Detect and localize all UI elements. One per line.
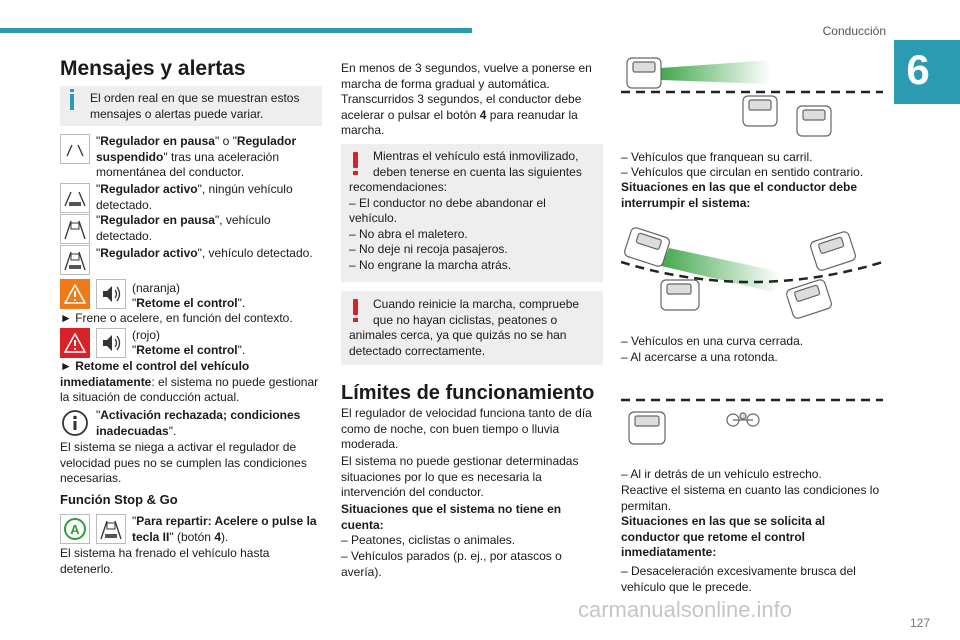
watermark: carmanualsonline.info [578,597,793,622]
warning-note-2 [341,291,603,365]
warning-2-line-4: detectado correctamente. [349,343,486,358]
diagram-curve [621,222,883,326]
speaker-icon [96,328,126,358]
message-8-detail: El sistema ha frenado el vehículo hasta detenerlo. [60,546,270,576]
limits-paragraph-1: El regulador de velocidad funciona tanto de día como de noche, con buen tiempo o lluvia moderada. [341,406,592,451]
reactivate-paragraph: Reactive el sistema en cuanto las condiciones lo permitan. [621,483,880,513]
page-number: 127 [909,616,930,630]
diagram-cut-in [621,50,883,142]
limits-list-1: – Peatones, ciclistas o animales. [341,533,516,547]
warning-1-line-2: deben tenerse en cuenta las siguientes [373,164,582,179]
exclamation-icon [353,152,358,168]
chapter-number: 6 [906,46,930,93]
warning-1-line-1: Mientras el vehículo está inmovilizado, [373,149,579,163]
stop-go-icon [60,514,90,544]
warning-note-1 [341,144,603,282]
speaker-icon [96,279,126,309]
message-2: "Regulador activo", ningún vehículo detectado. [96,182,293,212]
interrupt-heading: Situaciones en las que el conductor debe interrumpir el sistema: [621,180,858,210]
narrow-list-1: – Al ir detrás de un vehículo estrecho. [621,467,822,481]
message-7: "Activación rechazada; condiciones inadecuadas". [96,408,301,438]
chapter-tab [894,40,960,104]
message-1: "Regulador en pausa" o "Regulador suspendido" tras una aceleración momentánea del conductor. [96,134,297,179]
regulator-active-icon [60,183,90,213]
section-title: Conducción [822,24,886,38]
takeover-heading: Situaciones en las que se solicita al conductor que retome el control inmediatamente: [621,514,826,559]
message-8: "Para repartir: Acelere o pulse la tecla II" (botón 4). [132,514,317,544]
limits-paragraph-2: El sistema no puede gestionar determinadas situaciones por lo que es necesaria la intervención del conductor. [341,454,579,499]
info-text: El orden real en que se muestran estos mensajes o alertas puede variar. [90,91,300,121]
section-heading-limits: Límites de funcionamiento [341,382,595,404]
message-5-action: ► Frene o acelere, en función del contexto. [60,311,293,325]
red-warning-icon [60,328,90,358]
restart-paragraph: En menos de 3 segundos, vuelve a ponerse en marcha de forma gradual y automática. Transcurridos 3 segundos, el conductor debe acelerar o pulsar el botón 4 para reanudar la marcha. [341,61,592,137]
exclamation-icon [353,299,358,315]
message-5: "Retome el control". [132,296,246,310]
lane-pause-icon [60,134,90,164]
message-5-color: (naranja) [132,281,181,295]
cut-in-list-2: – Vehículos que circulan en sentido contrario. [621,165,864,179]
info-icon [70,94,74,110]
warning-2-line-2: que no hayan ciclistas, peatones o [373,312,558,327]
section-heading-messages: Mensajes y alertas [60,57,246,80]
warning-1-line-5: vehículo. [349,211,398,225]
warning-1-line-3: recomendaciones: [349,180,448,194]
curve-list-1: – Vehículos en una curva cerrada. [621,334,804,348]
diagram-narrow-vehicle [621,390,883,452]
message-6-action: ► Retome el control del vehículo inmediatamente: el sistema no puede gestionar la situación de conducción actual. [60,359,319,404]
takeover-list-1: – Desaceleración excesivamente brusca del vehículo que le precede. [621,564,856,594]
limits-list-2: – Vehículos parados (p. ej., por atascos o avería). [341,549,562,579]
warning-1-line-8: – No engrane la marcha atrás. [349,257,512,272]
info-note [60,86,322,126]
cut-in-list-1: – Vehículos que franquean su carril. [621,150,813,164]
message-6: "Retome el control". [132,343,246,357]
warning-1-line-4: – El conductor no debe abandonar el [349,195,546,210]
warning-2-line-3: animales cerca, ya que quizás no se han [349,328,567,342]
message-7-detail: El sistema se niega a activar el regulador de velocidad pues no se cumplen las condiciones necesarias. [60,440,307,485]
info-circle-icon [60,408,90,438]
limits-subheading: Situaciones que el sistema no tiene en cuenta: [341,502,562,532]
regulator-vehicle-icon [96,514,126,544]
message-4: "Regulador activo", vehículo detectado. [96,246,313,260]
subheading-stop-go: Función Stop & Go [60,492,178,507]
message-6-color: (rojo) [132,328,161,342]
warning-1-line-7: – No deje ni recoja pasajeros. [349,242,508,256]
header-bar [0,28,472,33]
pause-vehicle-icon [60,214,90,244]
orange-warning-icon [60,279,90,309]
svg-text:A: A [70,522,80,537]
warning-2-line-1: Cuando reinicie la marcha, compruebe [373,297,580,311]
curve-list-2: – Al acercarse a una rotonda. [621,350,778,364]
message-3: "Regulador en pausa", vehículo detectado. [96,213,271,243]
warning-1-line-6: – No abra el maletero. [349,226,468,241]
active-vehicle-icon [60,245,90,275]
